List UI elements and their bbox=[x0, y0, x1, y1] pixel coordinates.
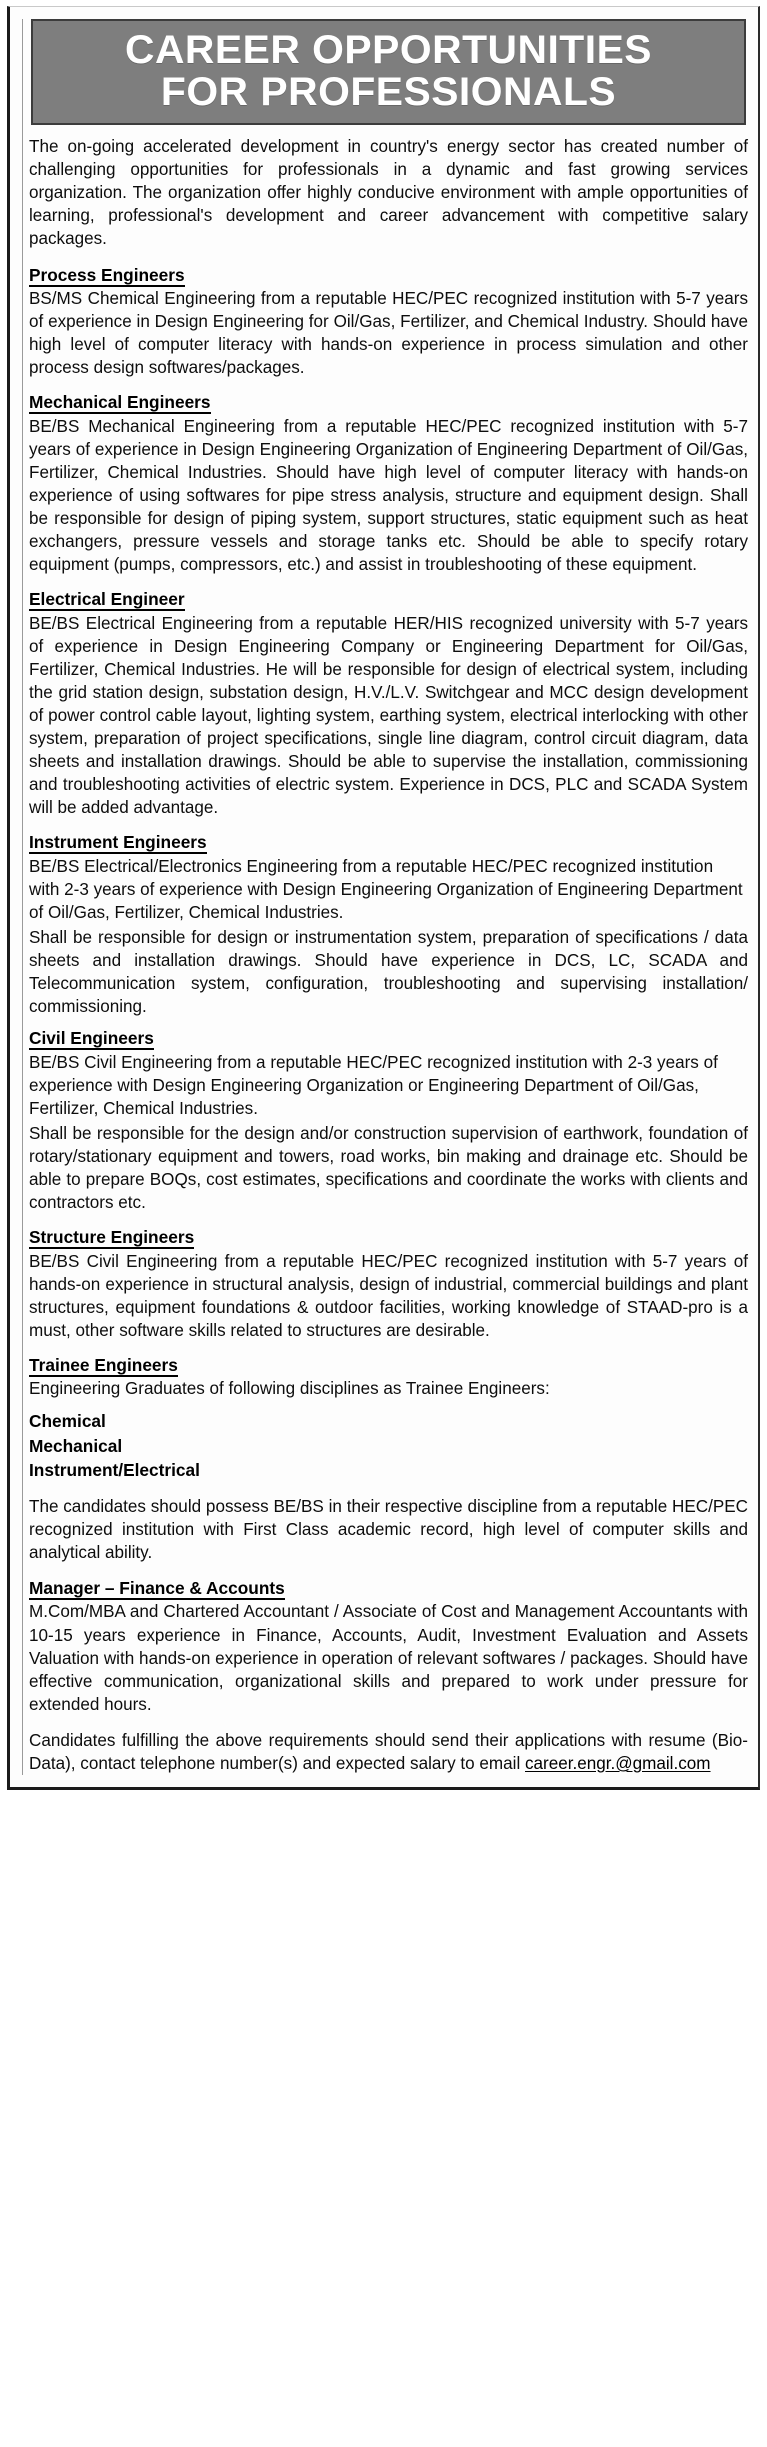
discipline-item: Chemical bbox=[29, 1411, 106, 1432]
discipline-item: Mechanical bbox=[29, 1435, 123, 1456]
section-heading-trainee-engineers bbox=[29, 1354, 748, 1376]
section-heading-text: Trainee Engineers bbox=[29, 1354, 178, 1375]
section-heading-instrument-engineers bbox=[29, 831, 748, 853]
headline-line-2: FOR PROFESSIONALS bbox=[160, 69, 617, 114]
trainee-lead-text: Engineering Graduates of following disciplines as Trainee Engineers: bbox=[29, 1379, 550, 1399]
section-heading-structure-engineers bbox=[29, 1226, 748, 1248]
section-heading-text: Structure Engineers bbox=[29, 1227, 195, 1248]
section-body-electrical-engineer: BE/BS Electrical Engineering from a reputable HER/HIS recognized university with 5-7 years of experience in Design Engineering Company or Engineering Department for Oil/Gas, Fertilizer, Chemical Industries. He will be responsible for design of electrical system, including the grid station design, substation design, H.V./L.V. Switchgear and MCC design development of power control cable layout, lighting system, earthing system, electrical interlocking with other system, preparation of project specifications, single line diagram, control circuit diagram, data sheets and installation drawings. Should be able to supervise the installation, commissioning and troubleshooting activities of electric system. Experience in DCS, PLC and SCADA System will be added advantage. bbox=[29, 613, 748, 818]
trainee-note-paragraph: The candidates should possess BE/BS in their respective discipline from a reputable HEC/PEC recognized institution with First Class academic record, high level of computer skills and analytical ability. bbox=[29, 1496, 748, 1562]
section-body-process-engineers: BS/MS Chemical Engineering from a reputable HEC/PEC recognized institution with 5-7 years of experience in Design Engineering for Oil/Gas, Fertilizer, and Chemical Industry. Should have high level of computer literacy with hands-on experience in process simulation and other process design softwares/packages. bbox=[29, 288, 748, 378]
section-body-structure-engineers: BE/BS Civil Engineering from a reputable HEC/PEC recognized institution with 5-7 years of hands-on experience in structural analysis, design of industrial, commercial buildings and plant structures, equipment foundations & outdoor facilities, working knowledge of STAAD-pro is a must, other software skills related to structures are desirable. bbox=[29, 1251, 748, 1340]
headline-line-1: CAREER OPPORTUNITIES bbox=[124, 28, 653, 72]
discipline-item: Instrument/Electrical bbox=[29, 1460, 200, 1481]
intro-paragraph: The on-going accelerated development in country's energy sector has created number of challenging opportunities for professionals in a dynamic and fast growing services organization. The organization offer highly conducive environment with ample opportunities of learning, professional's development and career advancement with competitive salary packages. bbox=[29, 137, 748, 249]
section-body-instrument-engineers-2: Shall be responsible for design or instrumentation system, preparation of specifications / data sheets and installation drawings. Should have experience in DCS, LC, SCADA and Telecommunication system, configuration, troubleshooting and supervising installation/ commissioning. bbox=[29, 927, 748, 1017]
section-heading-manager-finance-accounts bbox=[29, 1577, 748, 1599]
section-heading-text: Instrument Engineers bbox=[29, 832, 207, 853]
section-heading-process-engineers bbox=[29, 264, 748, 286]
apply-instructions bbox=[29, 1729, 748, 1775]
section-body-civil-engineers-1: BE/BS Civil Engineering from a reputable HEC/PEC recognized institution with 2-3 years of experience with Design Engineering Organization or Engineering Department of Oil/Gas, Fertilizer, Chemical Industries. bbox=[29, 1052, 718, 1118]
trainee-discipline-list bbox=[29, 1409, 748, 1482]
section-heading-text: Manager – Finance & Accounts bbox=[29, 1577, 285, 1598]
section-heading-text: Electrical Engineer bbox=[29, 589, 185, 610]
section-body-instrument-engineers-1: BE/BS Electrical/Electronics Engineering from a reputable HEC/PEC recognized institution with 2-3 years of experience with Design Engineering Organization of Engineering Department of Oil/Gas, Fertilizer, Chemical Industries. bbox=[29, 856, 743, 922]
section-heading-text: Civil Engineers bbox=[29, 1028, 154, 1049]
section-heading-mechanical-engineers bbox=[29, 391, 748, 413]
application-email-link[interactable]: career.engr.@gmail.com bbox=[525, 1753, 711, 1773]
section-body-mechanical-engineers: BE/BS Mechanical Engineering from a reputable HEC/PEC recognized institution with 5-7 years of experience in Design Engineering Organization of Engineering Department of Oil/Gas, Fertilizer, Chemical Industries. Should have high level of computer literacy with hands-on experience of using softwares for pipe stress analysis, structure and equipment design. Shall be responsible for design of piping system, support structures, static equipment such as heat exchangers, pressure vessels and storage tanks etc. Should be able to specify rotary equipment (pumps, compressors, etc.) and assist in troubleshooting of these equipment. bbox=[29, 416, 748, 575]
section-heading-electrical-engineer bbox=[29, 588, 748, 610]
advertisement-inner-rule bbox=[22, 19, 748, 1775]
section-heading-civil-engineers bbox=[29, 1027, 748, 1049]
advertisement-frame bbox=[7, 6, 760, 1790]
headline-banner bbox=[31, 19, 746, 125]
section-body-manager-finance-accounts: M.Com/MBA and Chartered Accountant / Associate of Cost and Management Accountants with 10-15 years experience in Finance, Accounts, Audit, Investment Evaluation and Assets Valuation with hands-on experience in operation of relevant softwares / packages. Should have effective communication, organizational skills and prepared to work under pressure for extended hours. bbox=[29, 1602, 748, 1714]
apply-instructions-text: Candidates fulfilling the above requirements should send their applications with resume (Bio-Data), contact telephone number(s) and expected salary to email bbox=[29, 1730, 748, 1773]
section-heading-text: Process Engineers bbox=[29, 264, 185, 285]
section-heading-text: Mechanical Engineers bbox=[29, 392, 211, 413]
section-body-civil-engineers-2: Shall be responsible for the design and/or construction supervision of earthwork, foundation of rotary/stationary equipment and towers, road works, bin making and drainage etc. Should be able to prepare BOQs, cost estimates, specifications and coordinate the works with clients and contractors etc. bbox=[29, 1123, 748, 1212]
